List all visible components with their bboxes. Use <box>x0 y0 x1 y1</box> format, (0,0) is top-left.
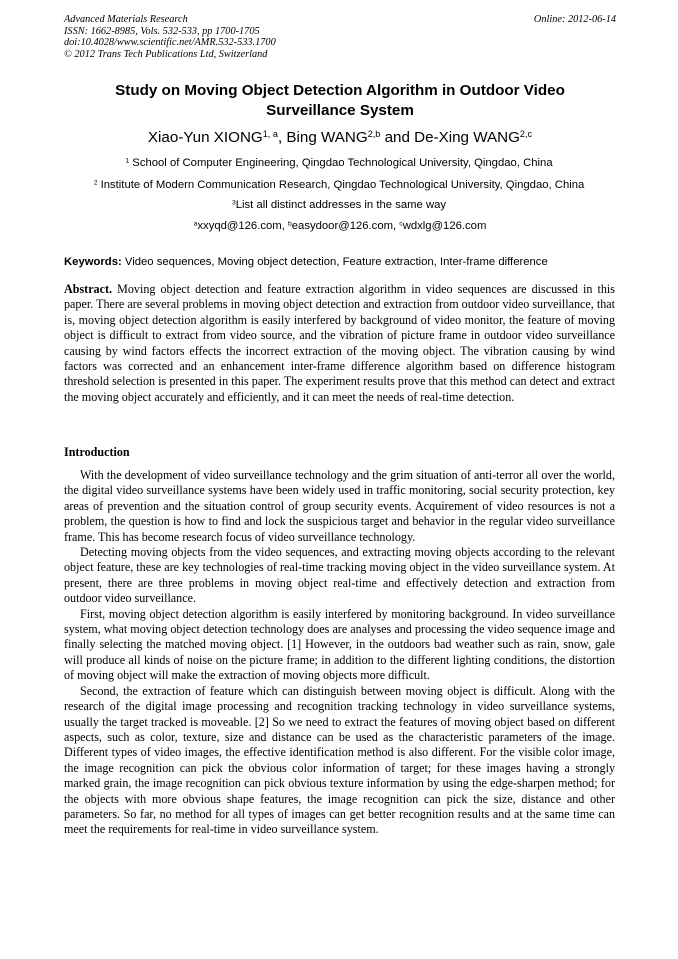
affiliation-3-sup: 3 <box>231 199 236 207</box>
title-line-2: Surveillance System <box>266 102 414 119</box>
author-2: , Bing WANG <box>277 129 368 146</box>
doi-line: doi:10.4028/www.scientific.net/AMR.532-533.1700 <box>64 37 276 49</box>
author-3-sup: 2,c <box>519 128 533 139</box>
abstract-text: Moving object detection and feature extraction algorithm in video sequences are discussed in this paper. There are several problems in moving object detection and extraction from outdoor video surveillance, that is, moving object detection algorithm is easily interfered by background of video monitor, the feature of moving object is difficult to extract from video source, and the vibration of picture frame in outdoor video surveillance causing by wind factors effects the incorrect extraction of the moving object. The vibration causing by wind factors was corrected and an enhancement inter-frame difference algorithm based on difference histogram threshold selection is presented in this paper. The experiment results prove that this method can detect and extract the moving object accurately and efficiently, and it can meet the needs of real-time detection. <box>64 282 615 404</box>
author-2-sup: 2,b <box>367 128 381 139</box>
keywords-label: Keywords: <box>64 256 122 268</box>
affiliation-2 <box>40 178 638 192</box>
title-line-1: Study on Moving Object Detection Algorithm in Outdoor Video <box>115 82 565 99</box>
author-3: and De-Xing WANG <box>380 129 520 146</box>
affiliation-1 <box>40 156 638 170</box>
paper-title <box>64 81 616 121</box>
affiliation-3 <box>40 198 638 212</box>
abstract <box>64 282 615 405</box>
email-a-sup: a <box>193 220 198 228</box>
affiliation-2-sup: 2 <box>93 179 98 187</box>
affiliation-1-text: School of Computer Engineering, Qingdao Technological University, Qingdao, China <box>129 157 553 169</box>
keywords <box>64 255 624 269</box>
journal-name: Advanced Materials Research <box>64 14 188 25</box>
email-b[interactable]: easydoor@126.com, <box>291 220 400 232</box>
intro-paragraph-3: First, moving object detection algorithm is easily interfered by monitoring background. In video surveillance system, what moving object detection technology does are analyses and processing the video sequence image and finally selecting the matched moving object. [1] However, in the outdoors bad weather such as rain, snow, gale will produce all kinds of noise on the picture frame; in addition to the different lighting conditions, the distortion of moving object will make the extraction of moving objects more difficult. <box>64 606 615 683</box>
copyright-line: © 2012 Trans Tech Publications Ltd, Switzerland <box>64 48 268 60</box>
issn-line: ISSN: 1662-8985, Vols. 532-533, pp 1700-1705 <box>64 25 260 37</box>
keywords-text: Video sequences, Moving object detection, Feature extraction, Inter-frame difference <box>121 256 548 268</box>
intro-paragraph-1: With the development of video surveillance technology and the grim situation of anti-terror all over the world, the digital video surveillance systems have been widely used in traffic monitoring, social security protection, key areas of prevention and the situation control of group security events. Acquirement of video resources is not a problem, the question is how to find and lock the suspicious target and behavior in the regular video surveillance frame. This has become research focus of video surveillance technology. <box>64 468 615 544</box>
intro-paragraph-4: Second, the extraction of feature which can distinguish between moving object is difficult. Along with the research of the digital image processing and recognition tracking technology in video surveillance systems, usually the target tracked is moveable. [2] So we need to extract the features of moving object based on different aspects, such as color, texture, size and distance can be used as the characteristic parameters of the image. Different types of video images, the effective identification method is also different. For the visible color image, the image recognition can pick the obvious color information of target; for these images having a strongly marked grain, the image recognition can pick obvious texture information by using the edge-sharpen method; for the objects with more obvious shape features, the image recognition can pick the size, distance and other parameters. So far, no method for all types of images can get better recognition results and at the same time can meet the requirements for real-time in video surveillance system. <box>64 683 615 837</box>
email-c-sup: c <box>399 220 403 228</box>
introduction-body <box>64 468 615 838</box>
author-1-sup: 1, a <box>262 128 278 139</box>
intro-paragraph-2: Detecting moving objects from the video sequences, and extracting moving objects according to the relevant object feature, these are key technologies of real-time tracking moving object in the video surveillance system. At present, there are three problems in moving object real-time and effectively detection and extraction from outdoor video surveillance. <box>64 545 615 606</box>
email-c[interactable]: wdxlg@126.com <box>402 220 487 232</box>
section-heading-introduction: Introduction <box>64 445 130 459</box>
abstract-label: Abstract. <box>64 282 113 296</box>
author-emails <box>64 219 616 233</box>
author-list <box>64 128 616 148</box>
affiliation-1-sup: 1 <box>125 157 130 165</box>
email-a[interactable]: xxyqd@126.com, <box>197 220 288 232</box>
online-date: Online: 2012-06-14 <box>533 14 616 25</box>
affiliation-2-text: Institute of Modern Communication Research, Qingdao Technological University, Qingdao, China <box>97 179 585 191</box>
affiliation-3-text: List all distinct addresses in the same way <box>235 199 447 211</box>
email-b-sup: b <box>287 220 292 228</box>
journal-header <box>64 14 616 60</box>
author-1: Xiao-Yun XIONG <box>147 129 263 146</box>
